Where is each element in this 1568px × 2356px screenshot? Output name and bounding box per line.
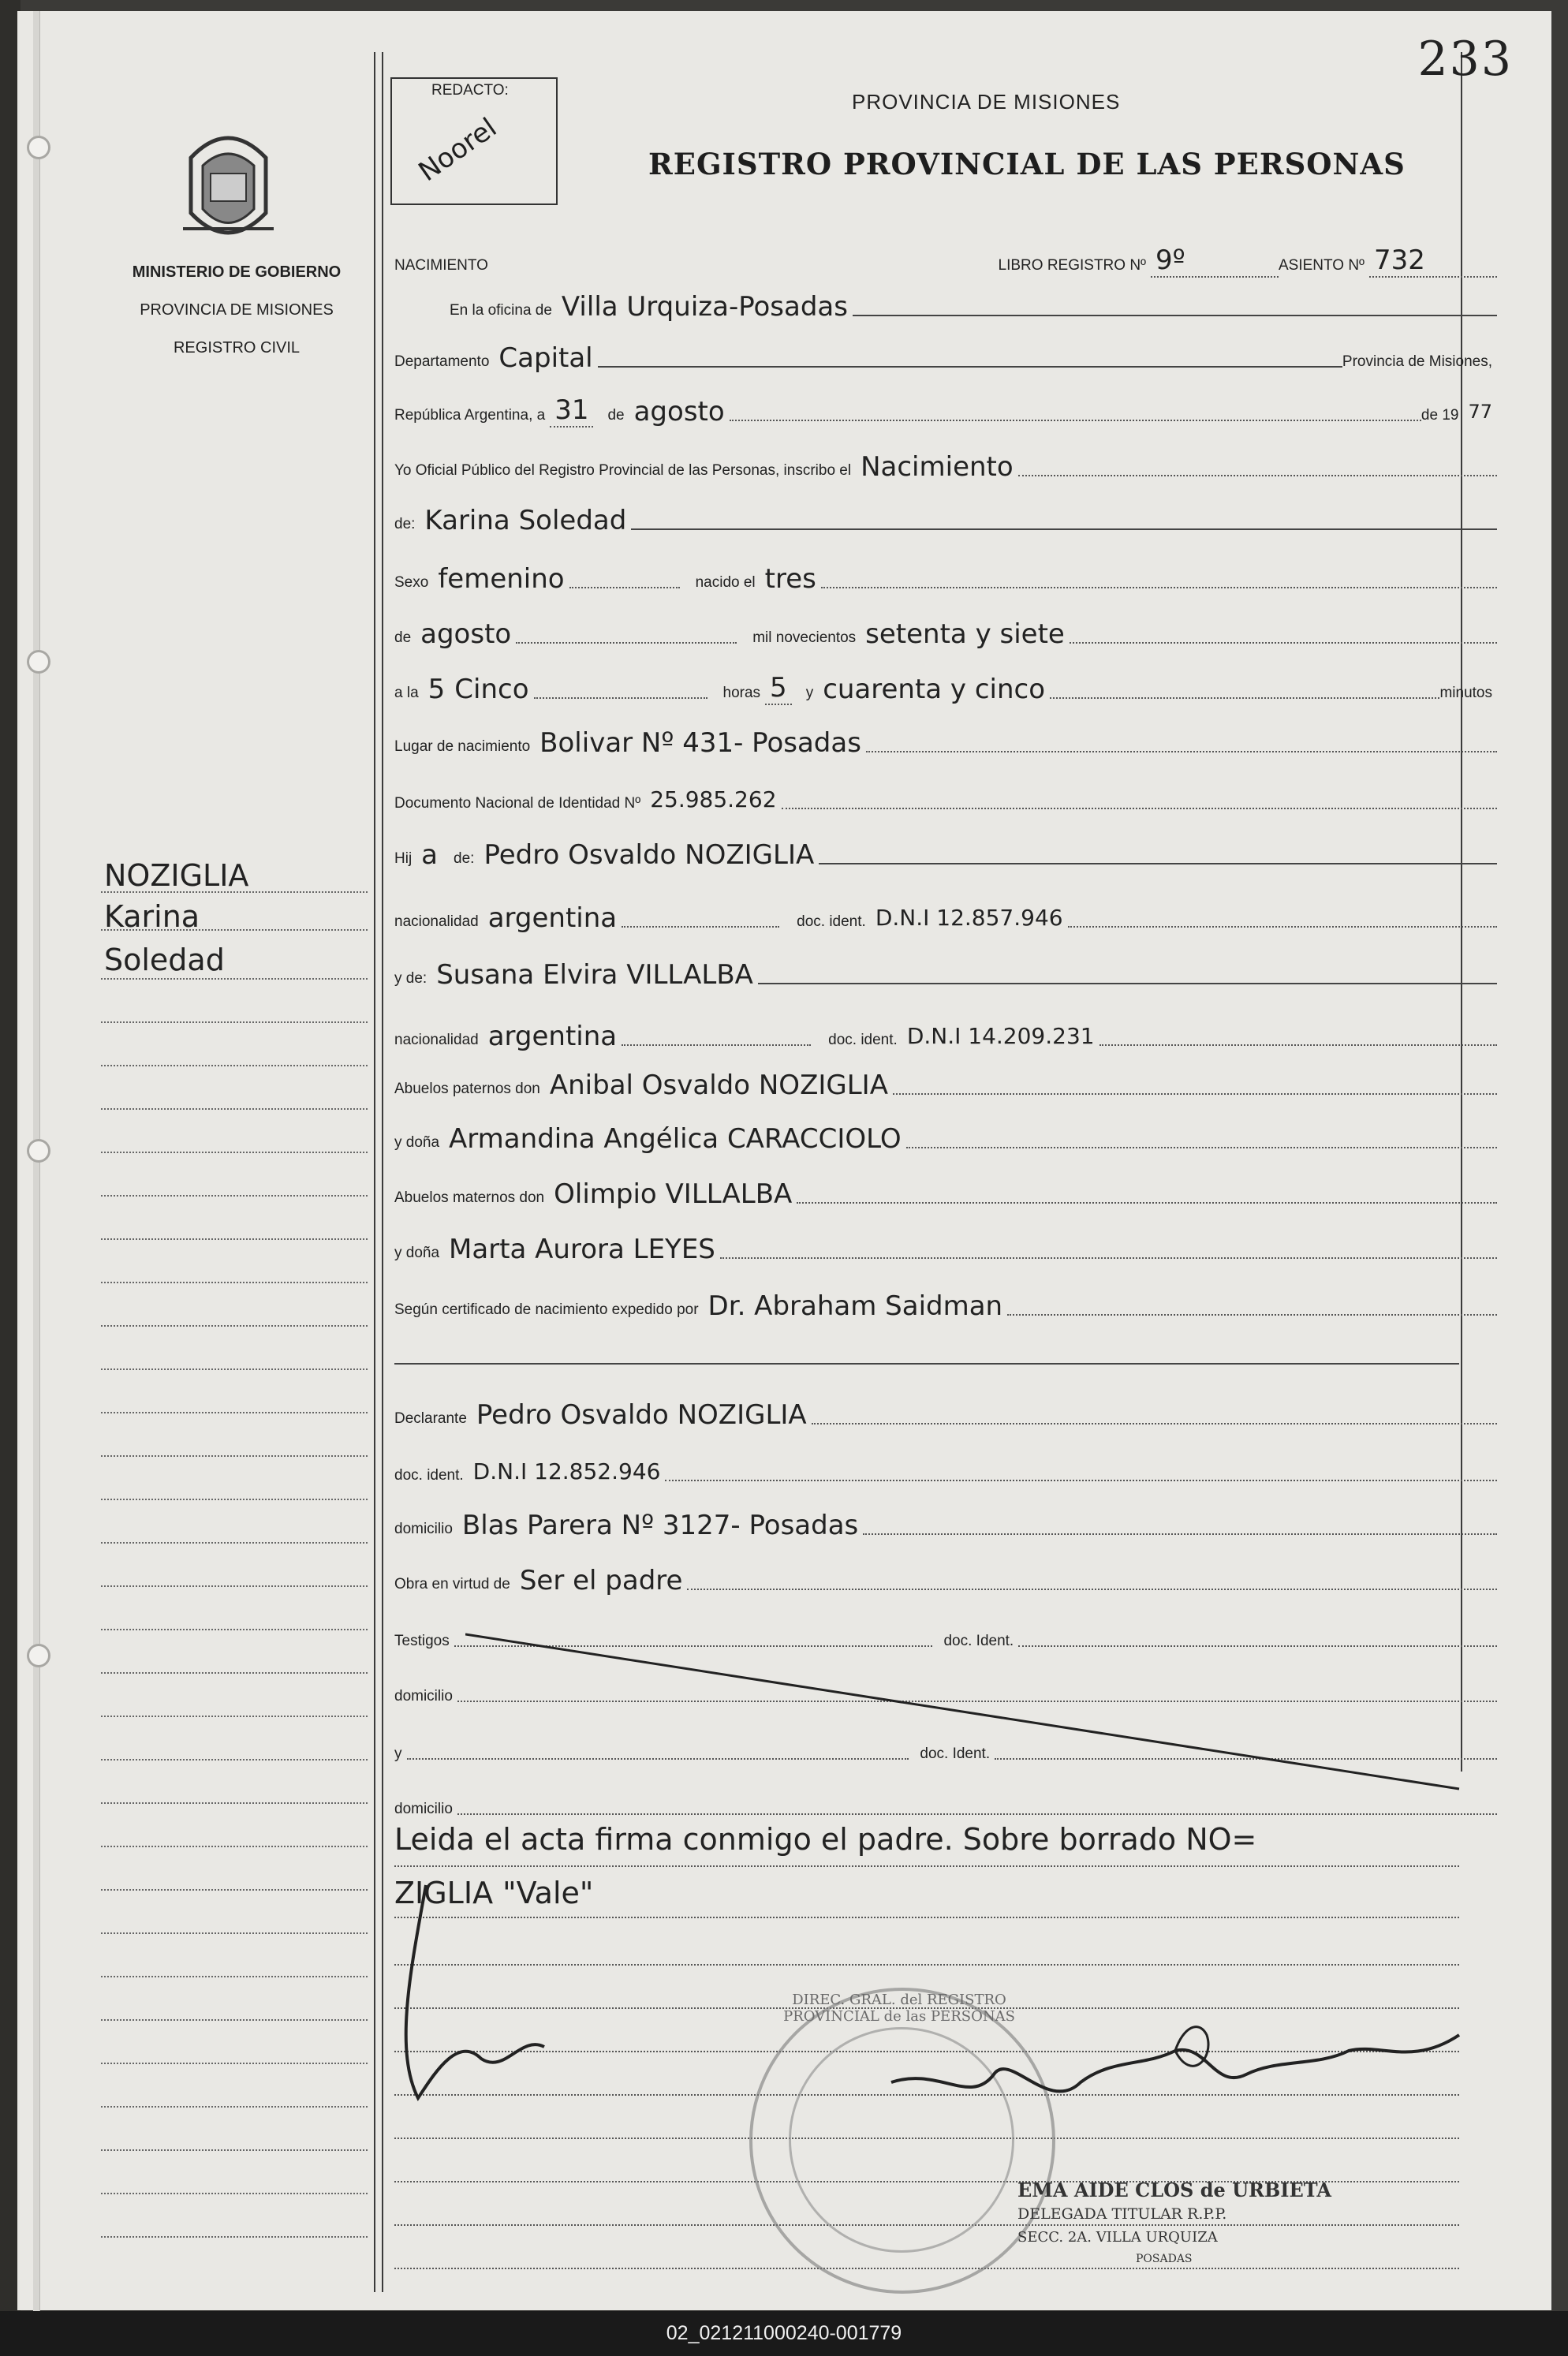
- ab-mat-label: Abuelos maternos don: [394, 1189, 545, 1206]
- y2-label: y: [394, 1746, 402, 1762]
- doc5-label: doc. Ident.: [920, 1746, 991, 1762]
- mil-label: mil novecientos: [752, 629, 857, 646]
- signatory-section: SECC. 2A. VILLA URQUIZA: [1017, 2229, 1218, 2246]
- republica-label: República Argentina, a: [394, 407, 546, 424]
- mil-value: setenta y siete: [865, 618, 1065, 650]
- asiento-label: ASIENTO Nº: [1279, 257, 1365, 274]
- row-abuela-materna: [394, 1230, 1497, 1265]
- binding-hole: [27, 650, 50, 674]
- declarant-signature: [386, 1877, 592, 2114]
- horas-value: 5: [765, 672, 792, 705]
- ministry-label: MINISTERIO DE GOBIERNO: [132, 263, 342, 281]
- de-label: de: [607, 407, 625, 424]
- doc2-label: doc. ident.: [828, 1032, 898, 1048]
- nac2-label: nacionalidad: [394, 1032, 479, 1048]
- row-declarante: [394, 1396, 1497, 1431]
- provincial-crest-icon: [175, 126, 282, 252]
- row-certificado: [394, 1287, 1497, 1322]
- void-strike-line: [465, 1631, 1467, 1797]
- redacto-box: [390, 77, 558, 205]
- closing-note-line2: ZIGLIA "Vale": [394, 1876, 594, 1910]
- domicilio3-label: domicilio: [394, 1801, 453, 1817]
- y-dona1-value: Armandina Angélica CARACCIOLO: [449, 1123, 902, 1155]
- row-abuelos-maternos: [394, 1175, 1497, 1210]
- binding-hole: [27, 1139, 50, 1163]
- row-nac2: [394, 1017, 1497, 1052]
- margin-note-name: Karina: [104, 899, 200, 934]
- y-dona2-value: Marta Aurora LEYES: [449, 1234, 715, 1265]
- doc2-value: D.N.I 14.209.231: [906, 1023, 1095, 1049]
- official-signature: [875, 2019, 1475, 2138]
- row-libro: [394, 243, 1497, 278]
- a-la-label: a la: [394, 685, 419, 701]
- margin-rule: [374, 52, 375, 2292]
- ab-pat-label: Abuelos paternos don: [394, 1081, 540, 1097]
- de-name-label: de:: [394, 516, 416, 532]
- nacido-value: tres: [764, 563, 816, 595]
- hij-label: Hij: [394, 850, 413, 867]
- row-dni: [394, 781, 1497, 816]
- departamento-label: Departamento: [394, 353, 490, 370]
- official-label: Yo Oficial Público del Registro Provincial de las Personas, inscribo el: [394, 462, 852, 479]
- testigos-label: Testigos: [394, 1633, 450, 1649]
- signatory-name: EMA AIDE CLOS de URBIETA: [1017, 2179, 1331, 2201]
- oficina-label: En la oficina de: [450, 302, 552, 319]
- seal-text: DIREC. GRAL. del REGISTRO PROVINCIAL de las PERSONAS: [783, 1992, 1015, 2025]
- row-abuelos-paternos: [394, 1066, 1497, 1101]
- provincia-label: Provincia de Misiones,: [1342, 353, 1492, 370]
- year-label: de 19: [1421, 407, 1459, 424]
- ab-mat-value: Olimpio VILLALBA: [554, 1178, 793, 1210]
- civil-registry-label: REGISTRO CIVIL: [173, 339, 301, 357]
- nac1-label: nacionalidad: [394, 913, 479, 930]
- obra-value: Ser el padre: [519, 1565, 683, 1596]
- closing-note-line1: Leida el acta firma conmigo el padre. Sobre borrado NO=: [394, 1822, 1257, 1857]
- page-spine: [33, 11, 40, 2314]
- y-label: y: [805, 685, 814, 701]
- official-value: Nacimiento: [861, 451, 1014, 483]
- declarante-label: Declarante: [394, 1410, 467, 1427]
- ab-pat-value: Anibal Osvaldo NOZIGLIA: [549, 1070, 888, 1101]
- year-value: 77: [1468, 401, 1492, 423]
- redacto-label: REDACTO:: [431, 82, 509, 99]
- hour-num: 5: [427, 674, 446, 705]
- row-hora: [394, 670, 1497, 705]
- margin-rule: [382, 52, 383, 2292]
- doc3-value: D.N.I 12.852.946: [472, 1458, 661, 1484]
- yde-label: y de:: [394, 970, 427, 987]
- hij-value: a: [421, 839, 439, 871]
- horas-label: horas: [722, 685, 761, 701]
- margin-note-name: Soledad: [104, 943, 225, 977]
- binding-hole: [27, 136, 50, 159]
- row-domicilio: [394, 1507, 1497, 1541]
- nac2-value: argentina: [487, 1021, 618, 1052]
- province-title: PROVINCIA DE MISIONES: [852, 90, 1121, 114]
- row-doc3: [394, 1453, 1497, 1488]
- nacimiento-label: NACIMIENTO: [394, 257, 488, 274]
- binding-hole: [27, 1644, 50, 1667]
- doc1-value: D.N.I 12.857.946: [875, 905, 1063, 931]
- departamento-value: Capital: [498, 342, 593, 374]
- dni-value: 25.985.262: [650, 786, 777, 812]
- de3-label: de:: [454, 850, 475, 867]
- row-abuela-paterna: [394, 1120, 1497, 1155]
- sexo-value: femenino: [438, 563, 565, 595]
- y-dona1-label: y doña: [394, 1134, 440, 1151]
- hour-word: Cinco: [454, 674, 529, 705]
- row-madre: [394, 956, 1497, 991]
- doc3-label: doc. ident.: [394, 1467, 464, 1484]
- de2-label: de: [394, 629, 412, 646]
- sexo-label: Sexo: [394, 574, 429, 591]
- month-value: agosto: [633, 396, 725, 428]
- row-lugar: [394, 724, 1497, 759]
- row-oficina: [450, 288, 1497, 323]
- row-nombre: [394, 502, 1497, 536]
- declarante-value: Pedro Osvaldo NOZIGLIA: [476, 1399, 807, 1431]
- row-mes: [394, 615, 1497, 650]
- note-line: [394, 1865, 1459, 1867]
- left-province-label: PROVINCIA DE MISIONES: [140, 301, 334, 319]
- row-nac1: [394, 899, 1497, 934]
- redacto-value: Noorel: [413, 111, 503, 189]
- blank-line: [394, 1363, 1459, 1365]
- signatory-city: POSADAS: [1136, 2253, 1193, 2265]
- doc1-label: doc. ident.: [797, 913, 866, 930]
- y-dona2-label: y doña: [394, 1245, 440, 1261]
- father-value: Pedro Osvaldo NOZIGLIA: [483, 839, 815, 871]
- mother-value: Susana Elvira VILLALBA: [436, 959, 753, 991]
- minutes-value: cuarenta y cinco: [823, 674, 1046, 705]
- domicilio-value: Blas Parera Nº 3127- Posadas: [461, 1510, 859, 1541]
- page-number: 233: [1417, 32, 1513, 87]
- minutos-label: minutos: [1439, 685, 1492, 701]
- row-sexo: [394, 560, 1497, 595]
- row-departamento: [394, 339, 1497, 374]
- signatory-role: DELEGADA TITULAR R.P.P.: [1017, 2205, 1227, 2223]
- image-footer-id: 02_021211000240-001779: [0, 2311, 1568, 2356]
- domicilio2-label: domicilio: [394, 1688, 453, 1704]
- segun-label: Según certificado de nacimiento expedido por: [394, 1301, 699, 1318]
- dni-label: Documento Nacional de Identidad Nº: [394, 795, 641, 812]
- asiento-value: 732: [1369, 245, 1497, 278]
- lugar-value: Bolivar Nº 431- Posadas: [539, 727, 861, 759]
- oficina-value: Villa Urquiza-Posadas: [561, 291, 848, 323]
- row-fecha: [394, 393, 1497, 428]
- libro-value: 9º: [1151, 245, 1279, 278]
- day-value: 31: [550, 394, 593, 428]
- obra-label: Obra en virtud de: [394, 1576, 510, 1592]
- nacido-label: nacido el: [695, 574, 756, 591]
- registry-title: REGISTRO PROVINCIAL DE LAS PERSONAS: [648, 147, 1406, 181]
- doc4-label: doc. Ident.: [943, 1633, 1014, 1649]
- row-obra: [394, 1562, 1497, 1596]
- name-value: Karina Soledad: [424, 505, 627, 536]
- segun-value: Dr. Abraham Saidman: [707, 1290, 1003, 1322]
- lugar-label: Lugar de nacimiento: [394, 738, 531, 755]
- row-oficial: [394, 448, 1497, 483]
- domicilio-label: domicilio: [394, 1521, 453, 1537]
- libro-label: LIBRO REGISTRO Nº: [998, 257, 1146, 274]
- row-padre: [394, 836, 1497, 871]
- margin-note-name: NOZIGLIA: [104, 858, 249, 893]
- nac1-value: argentina: [487, 902, 618, 934]
- birth-month: agosto: [420, 618, 512, 650]
